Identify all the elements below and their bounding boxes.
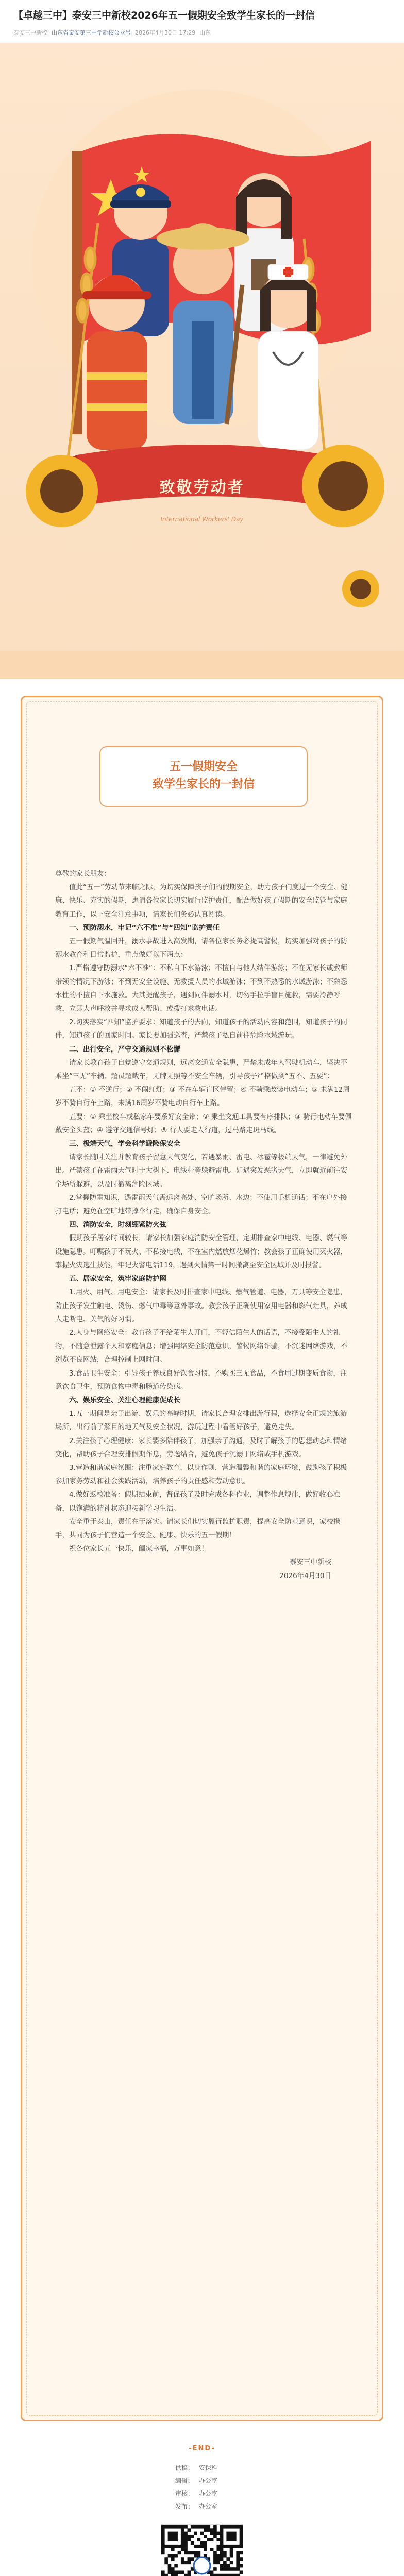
account-link[interactable]: 山东省泰安第三中学新校公众号 xyxy=(52,29,131,36)
section-heading: 一、预防溺水，牢记“六不准”与“四知”监护责任 xyxy=(69,923,220,932)
letter-paragraph: 1.用火、用气、用电安全：请家长及时排查家中电线、燃气管道、电器，刀具等安全隐患，防止孩子发生触电、烫伤、燃气中毒等意外事故。教会孩子正确使用家用电器和燃气灶具，养成人走断电、关气的好习惯。 xyxy=(55,1288,347,1324)
staff-list xyxy=(0,2462,404,2513)
staff-row xyxy=(0,2475,404,2487)
letter-paragraph: 3.食品卫生安全：引导孩子养成良好饮食习惯，不购买三无食品，不食用过期变质食物，注意饮食卫生，预防食物中毒和肠道传染病。 xyxy=(55,1369,347,1391)
letter-paragraph: 假期孩子居家时间较长，请家长加强家庭消防安全管理，定期排查家中电线、电器、燃气等设施隐患。叮嘱孩子不玩火、不私接电线，不在室内燃放烟花爆竹；教会孩子正确使用灭火器，掌握火灾逃生技能，牢记火警电话119，遇到火情第一时间撤离至安全区域并及时报警。 xyxy=(55,1234,347,1269)
letter-paragraph: 2.切实落实“四知”监护要求：知道孩子的去向，知道孩子的活动内容和范围，知道孩子的同伴，知道孩子的回家时间。家长要加强巡查，严禁孩子私自前往危险水域游玩。 xyxy=(55,1018,347,1040)
staff-name: 安保科 xyxy=(199,2464,218,2471)
article-footer xyxy=(0,2445,404,2576)
letter-paragraph: 2.掌握防雷知识，遇雷雨天气需远离高处、空旷场所、水边；不使用手机通话；不在户外接打电话；避免在空旷地带撑伞行走，确保自身安全。 xyxy=(55,1193,347,1216)
letter-paragraph: 1.五一期间是亲子出游、娱乐的高峰时期，请家长合理安排出游行程，选择安全正规的旅游场所，出行前了解目的地天气及安全状况，游玩过程中看管好孩子，避免走失。 xyxy=(55,1410,347,1432)
article-title: 【卓越三中】泰安三中新校2026年五一假期安全致学生家长的一封信 xyxy=(13,10,315,21)
qr-code-graphic xyxy=(161,2525,243,2576)
letter-title-line1: 五一假期安全 xyxy=(169,760,238,773)
section-heading: 五、居家安全，筑牢家庭防护网 xyxy=(69,1275,166,1283)
letter-title-line2: 致学生家长的一封信 xyxy=(152,778,255,791)
letter-paragraph: 请家长随时关注并教育孩子留意天气变化，若遇暴雨、雷电、冰雹等极端天气，一律避免外出。严禁孩子在雷雨天气时于大树下、电线杆旁躲避雷电。如遇突发恶劣天气，立即就近前往安全场所躲避，以及时撤离危险区域。 xyxy=(55,1153,347,1189)
publish-location: 山东 xyxy=(199,29,211,36)
staff-role: 审核： xyxy=(175,2490,194,2497)
staff-role: 发布： xyxy=(175,2503,194,2510)
staff-row xyxy=(0,2487,404,2500)
section-heading: 二、出行安全，严守交通规则不松懈 xyxy=(69,1045,180,1054)
letter-paragraph: 尊敬的家长朋友： xyxy=(55,870,111,878)
letter-paragraph: 2.关注孩子心理健康：家长要多陪伴孩子，加强亲子沟通，及时了解孩子的思想动态和情绪变化，帮助孩子合理安排假期作息，劳逸结合，避免孩子沉溺于网络或手机游戏。 xyxy=(55,1436,347,1459)
staff-role: 编辑： xyxy=(175,2477,194,2484)
staff-row xyxy=(0,2462,404,2475)
letter-paragraph: 4.做好返校准备：假期结束前，督促孩子及时完成各科作业，调整作息规律，做好收心准备，以饱满的精神状态迎接新学习生活。 xyxy=(55,1490,340,1513)
letter-paragraph: 五不：① 不逆行；② 不闯红灯；③ 不在车辆盲区停留；④ 不骑乘改装电动车；⑤ 未满12周岁不骑自行车上路，未满16周岁不骑电动自行车上路。 xyxy=(55,1086,350,1108)
article-meta xyxy=(13,28,391,37)
poster-subtitle: International Workers' Day xyxy=(160,516,244,523)
letter-paragraph: 3.营造和谐家庭氛围：注重家庭教育，以身作则，营造温馨和谐的家庭环境，鼓励孩子积极参加家务劳动和社会实践活动，培养孩子的责任感和劳动意识。 xyxy=(55,1463,347,1486)
letter-title-box xyxy=(99,746,308,807)
section-heading: 六、娱乐安全、关注心理健康促成长 xyxy=(69,1396,180,1404)
letter-body xyxy=(55,867,352,1583)
qr-code xyxy=(161,2524,243,2576)
poster-illustration xyxy=(0,43,404,679)
staff-role: 供稿： xyxy=(175,2464,194,2471)
letter-paragraph: 五一假期气温回升，溺水事故进入高发期，请各位家长务必提高警惕，切实加强对孩子的防溺水教育和日常监护，重点做好以下两点： xyxy=(55,937,347,959)
staff-name: 办公室 xyxy=(199,2477,218,2484)
letter-paragraph: 安全重于泰山，责任在于落实。请家长们切实履行监护职责，提高安全防范意识，家校携手，共同为孩子们营造一个安全、健康、快乐的五一假期！ xyxy=(55,1517,341,1539)
publish-date: 2026年4月30日 17:29 xyxy=(135,29,196,36)
staff-name: 办公室 xyxy=(199,2503,218,2510)
end-mark: -END- xyxy=(189,2445,215,2452)
signature-line: 泰安三中新校 xyxy=(290,1558,331,1567)
section-heading: 四、消防安全，时刻绷紧防火弦 xyxy=(69,1221,166,1229)
letter-paragraph: 请家长教育孩子自觉遵守交通规则，远离交通安全隐患，严禁未成年人驾驶机动车，坚决不乘坐“三无”车辆、超员超载车，无牌无照等不安全车辆，引导孩子严格做到“五不、五要”： xyxy=(55,1058,347,1081)
letter-paragraph: 1.严格遵守防溺水“六不准”：不私自下水游泳；不擅自与他人结伴游泳；不在无家长或教师带领的情况下游泳；不到无安全设施、无救援人员的水域游泳；不到不熟悉的水域游泳；不熟悉水性的不擅自下水施救。大其提醒孩子，遇到同伴溺水时，切勿手拉手盲目施救，需要冷静呼救，立即大声呼救并寻求成人帮助、或拨打求救电话。 xyxy=(55,964,347,1013)
poster-banner-text: 致敬劳动者 xyxy=(159,479,245,497)
staff-row xyxy=(0,2500,404,2513)
letter-paragraph: 值此“五一”劳动节来临之际，为切实保障孩子们的假期安全，助力孩子们度过一个安全、健康、快乐、充实的假期，惠请各位家长切实履行监护责任，配合做好孩子假期的安全监管与家庭教育工作，以下安全注意事项，请家长们务必认真阅读。 xyxy=(55,883,348,919)
letter-paragraph: 五要：① 乘坐校车或私家车要系好安全带；② 乘坐交通工具要有序排队；③ 骑行电动车要佩戴安全头盔；④ 遵守交通信号灯；⑤ 行人要走人行道，过马路走斑马线。 xyxy=(55,1112,352,1134)
signature-line: 2026年4月30日 xyxy=(279,1571,331,1580)
article-header xyxy=(0,0,404,37)
section-heading: 三、极端天气，学会科学避险保安全 xyxy=(69,1140,180,1148)
letter-paragraph: 祝各位家长五一快乐，阖家幸福，万事如意！ xyxy=(69,1545,208,1553)
staff-name: 办公室 xyxy=(199,2490,218,2497)
meta-prefix: 泰安三中新校 xyxy=(13,29,47,36)
letter-paragraph: 2.人身与网络安全：教育孩子不给陌生人开门，不轻信陌生人的话语，不接受陌生人的礼物，不随意泄露个人和家庭信息；增强网络安全防范意识，警惕网络诈骗，不沉迷网络游戏，不浏览不良网站，合理控制上网时间。 xyxy=(55,1328,347,1364)
labor-day-poster xyxy=(0,43,404,679)
letter-card xyxy=(21,696,383,2421)
